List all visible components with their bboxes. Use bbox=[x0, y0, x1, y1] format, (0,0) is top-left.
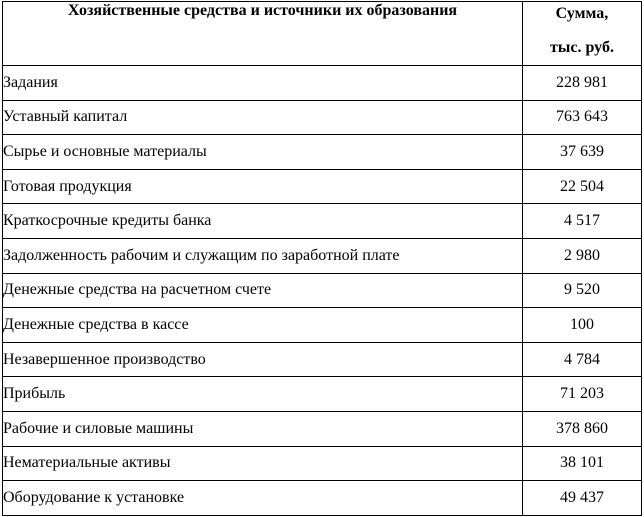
table-row bbox=[3, 100, 642, 135]
row-sum: 378 860 bbox=[523, 411, 642, 446]
row-sum: 22 504 bbox=[523, 169, 642, 204]
row-sum: 100 bbox=[523, 308, 642, 343]
header-sum bbox=[523, 2, 642, 66]
row-name: Денежные средства в кассе bbox=[3, 308, 523, 343]
row-name: Незавершенное производство bbox=[3, 342, 523, 377]
table-row bbox=[3, 308, 642, 343]
table-row bbox=[3, 377, 642, 412]
header-sum-line1: Сумма, bbox=[555, 5, 609, 22]
row-name: Оборудование к установке bbox=[3, 481, 523, 516]
funds-sources-table bbox=[2, 1, 642, 516]
row-sum: 71 203 bbox=[523, 377, 642, 412]
row-name: Задания bbox=[3, 66, 523, 101]
row-name: Краткосрочные кредиты банка bbox=[3, 204, 523, 239]
row-name: Денежные средства на расчетном счете bbox=[3, 273, 523, 308]
table-row bbox=[3, 273, 642, 308]
row-name: Нематериальные активы bbox=[3, 446, 523, 481]
row-sum: 9 520 bbox=[523, 273, 642, 308]
header-sum-line2: тыс. руб. bbox=[550, 39, 614, 56]
table-row bbox=[3, 204, 642, 239]
row-sum: 4 517 bbox=[523, 204, 642, 239]
row-name: Уставный капитал bbox=[3, 100, 523, 135]
header-name: Хозяйственные средства и источники их образования bbox=[3, 2, 523, 66]
row-sum: 2 980 bbox=[523, 238, 642, 273]
row-name: Сырье и основные материалы bbox=[3, 135, 523, 170]
row-sum: 228 981 bbox=[523, 66, 642, 101]
row-sum: 38 101 bbox=[523, 446, 642, 481]
row-name: Задолженность рабочим и служащим по заработной плате bbox=[3, 238, 523, 273]
row-name: Прибыль bbox=[3, 377, 523, 412]
row-sum: 37 639 bbox=[523, 135, 642, 170]
row-sum: 49 437 bbox=[523, 481, 642, 516]
table-row bbox=[3, 446, 642, 481]
table-row bbox=[3, 238, 642, 273]
table-row bbox=[3, 481, 642, 516]
table-header-row bbox=[3, 2, 642, 66]
table-row bbox=[3, 66, 642, 101]
table-row bbox=[3, 169, 642, 204]
table-row bbox=[3, 411, 642, 446]
table-row bbox=[3, 135, 642, 170]
row-sum: 763 643 bbox=[523, 100, 642, 135]
table-row bbox=[3, 342, 642, 377]
row-sum: 4 784 bbox=[523, 342, 642, 377]
row-name: Рабочие и силовые машины bbox=[3, 411, 523, 446]
row-name: Готовая продукция bbox=[3, 169, 523, 204]
